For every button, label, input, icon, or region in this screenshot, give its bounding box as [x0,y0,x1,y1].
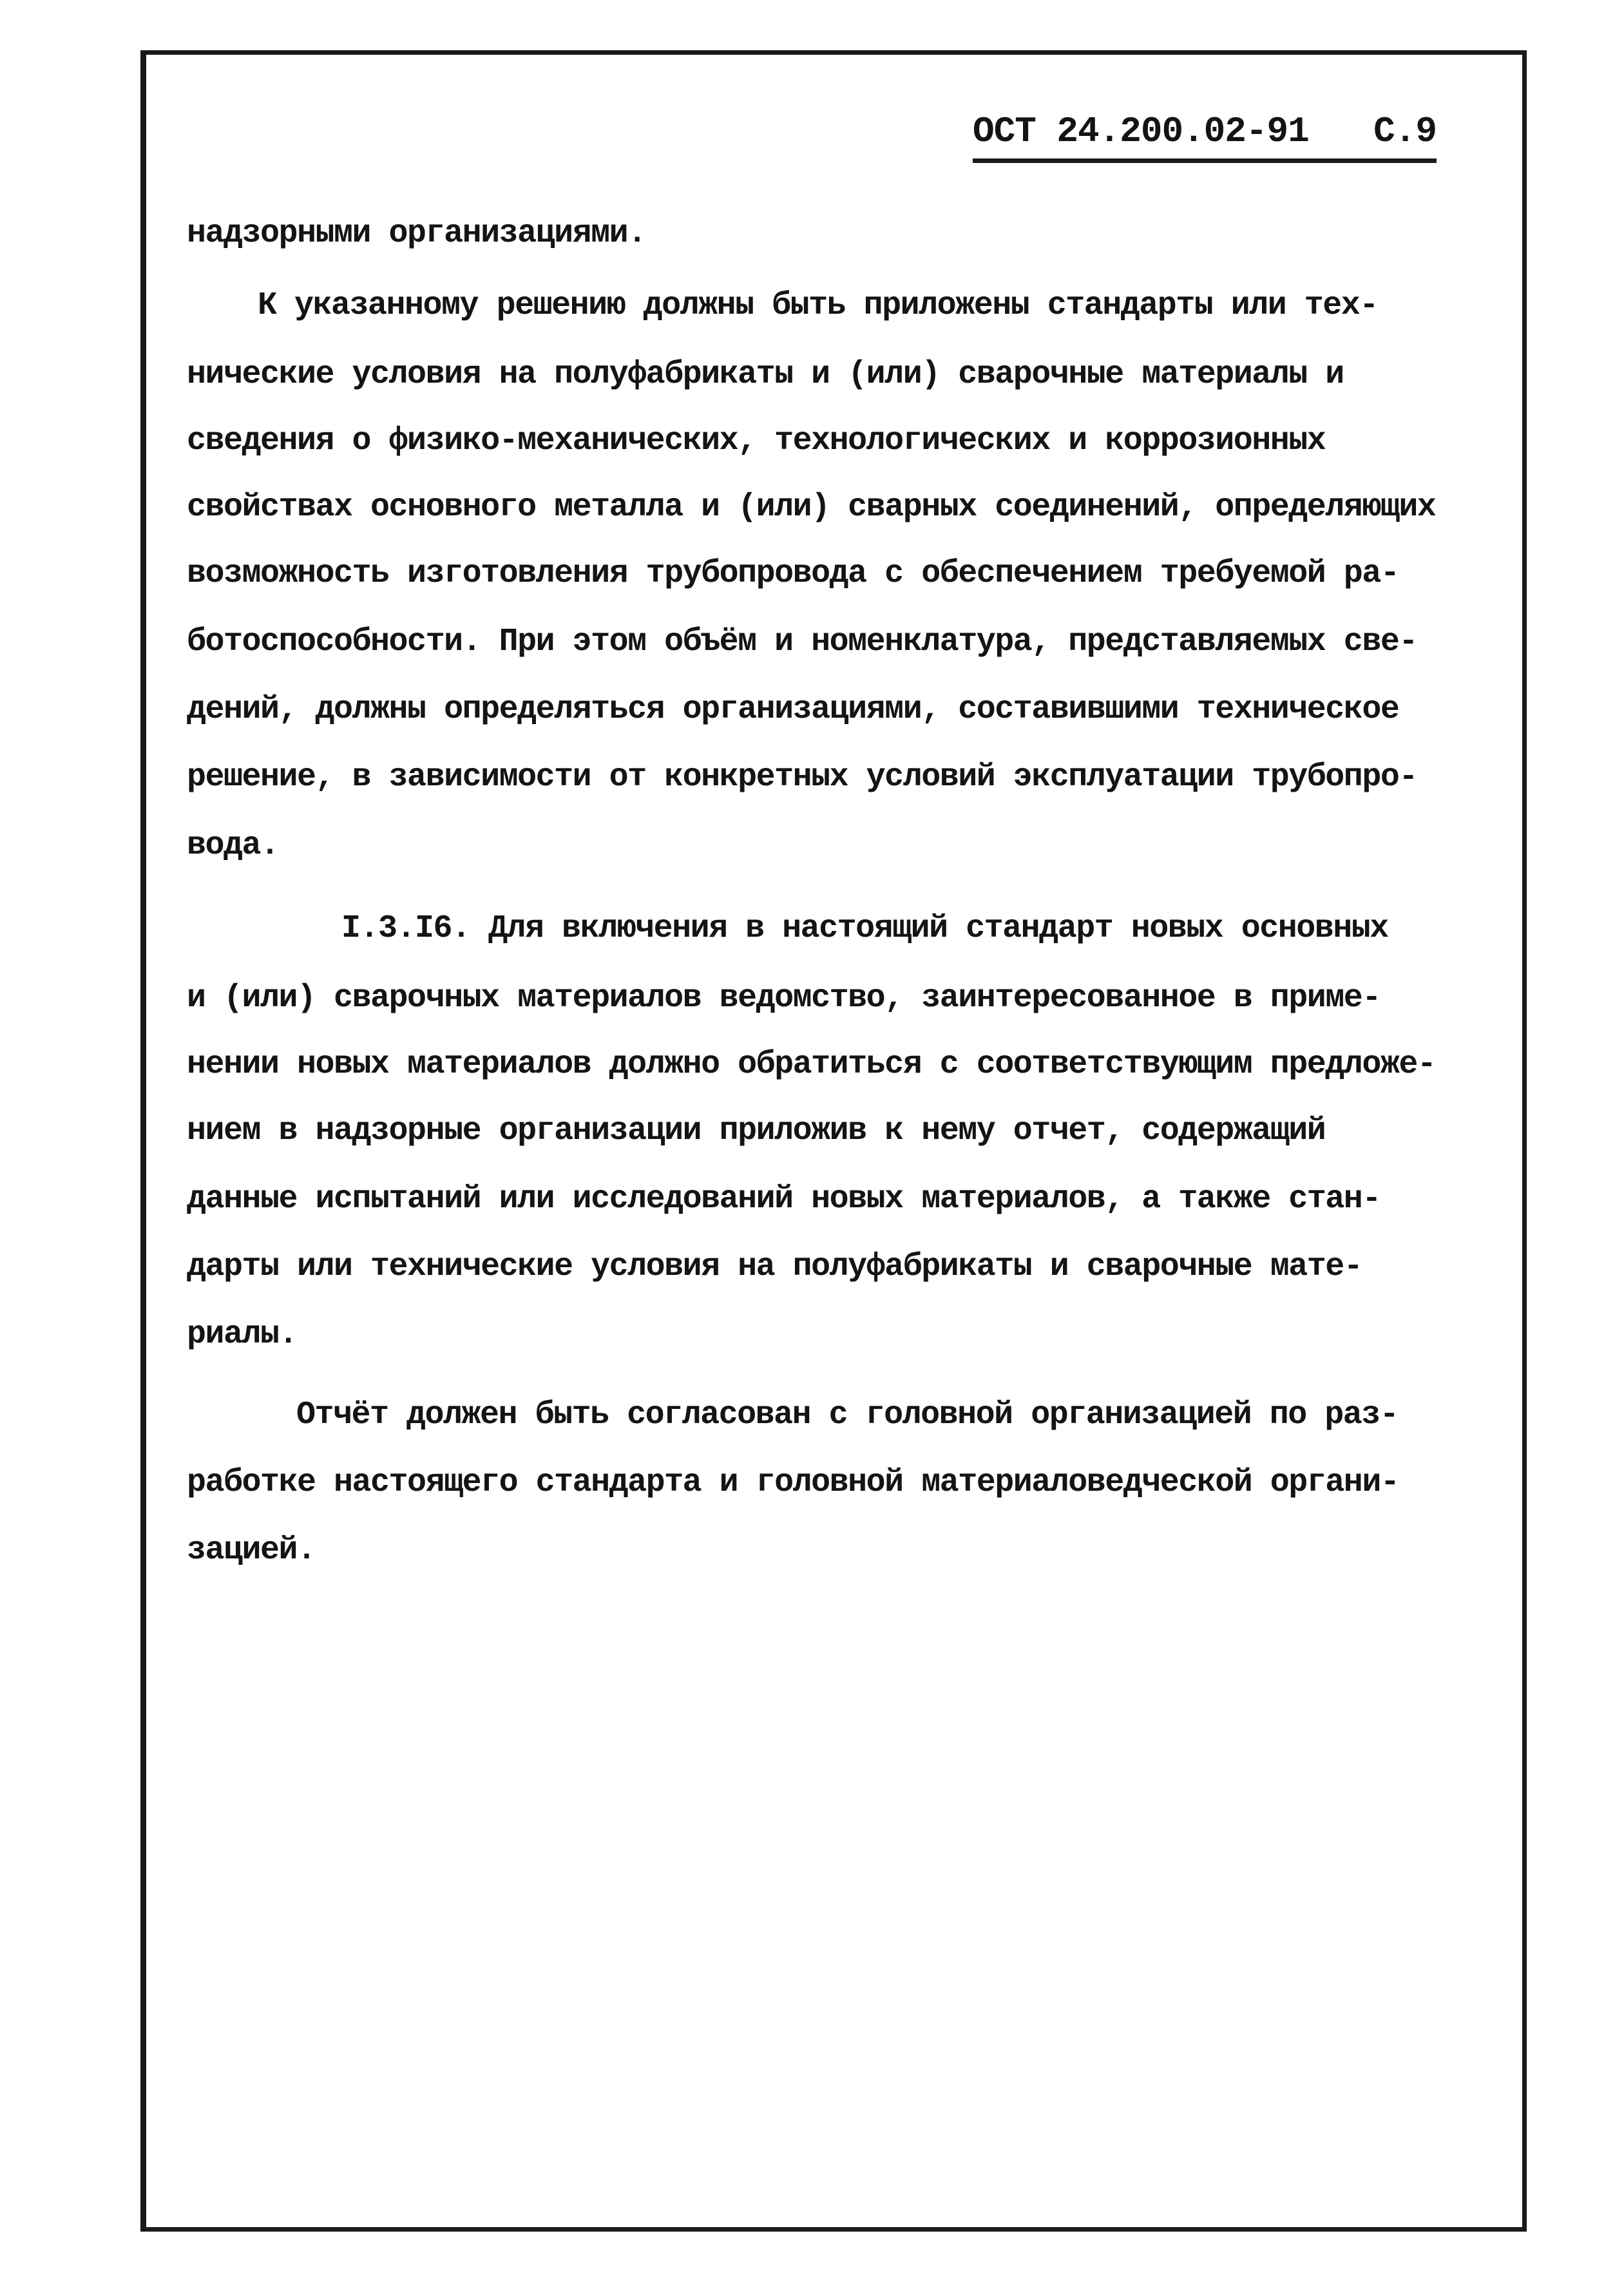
text-line: Отчёт должен быть согласован с головной организацией по раз- [296,1397,1399,1433]
text-line: свойствах основного металла и (или) сварных соединений, определяющих [187,489,1436,526]
text-line: сведения о физико-механических, технологических и коррозионных [187,423,1326,459]
header-underline [973,158,1437,163]
text-line: дений, должны определяться организациями, составившими техническое [187,691,1399,728]
text-line: вода. [187,827,279,864]
page-header [973,111,1437,169]
text-line: данные испытаний или исследований новых материалов, а также стан- [187,1181,1380,1218]
text-line: работке настоящего стандарта и головной материаловедческой органи- [187,1464,1399,1501]
text-line: риалы. [187,1316,298,1353]
text-line: и (или) сварочных материалов ведомство, заинтересованное в приме- [187,980,1380,1017]
text-line: нении новых материалов должно обратиться с соответствующим предложе- [187,1046,1436,1083]
text-line: I.3.I6. Для включения в настоящий стандарт новых основных [341,910,1388,947]
page-number: С.9 [1373,111,1437,152]
text-line: возможность изготовления трубопровода с обеспечением требуемой ра- [187,555,1399,592]
text-line: К указанному решению должны быть приложены стандарты или тех- [258,287,1378,324]
document-code: ОСТ 24.200.02-91 [973,111,1309,152]
text-line: решение, в зависимости от конкретных условий эксплуатации трубопро- [187,759,1417,796]
text-line: нические условия на полуфабрикаты и (или) сварочные материалы и [187,356,1344,393]
text-line: зацией. [187,1532,316,1569]
text-line: дарты или технические условия на полуфабрикаты и сварочные мате- [187,1249,1362,1285]
text-line: нием в надзорные организации приложив к нему отчет, содержащий [187,1113,1326,1149]
text-line: ботоспособности. При этом объём и номенклатура, представляемых све- [187,624,1417,660]
text-line: надзорными организациями. [187,215,646,252]
